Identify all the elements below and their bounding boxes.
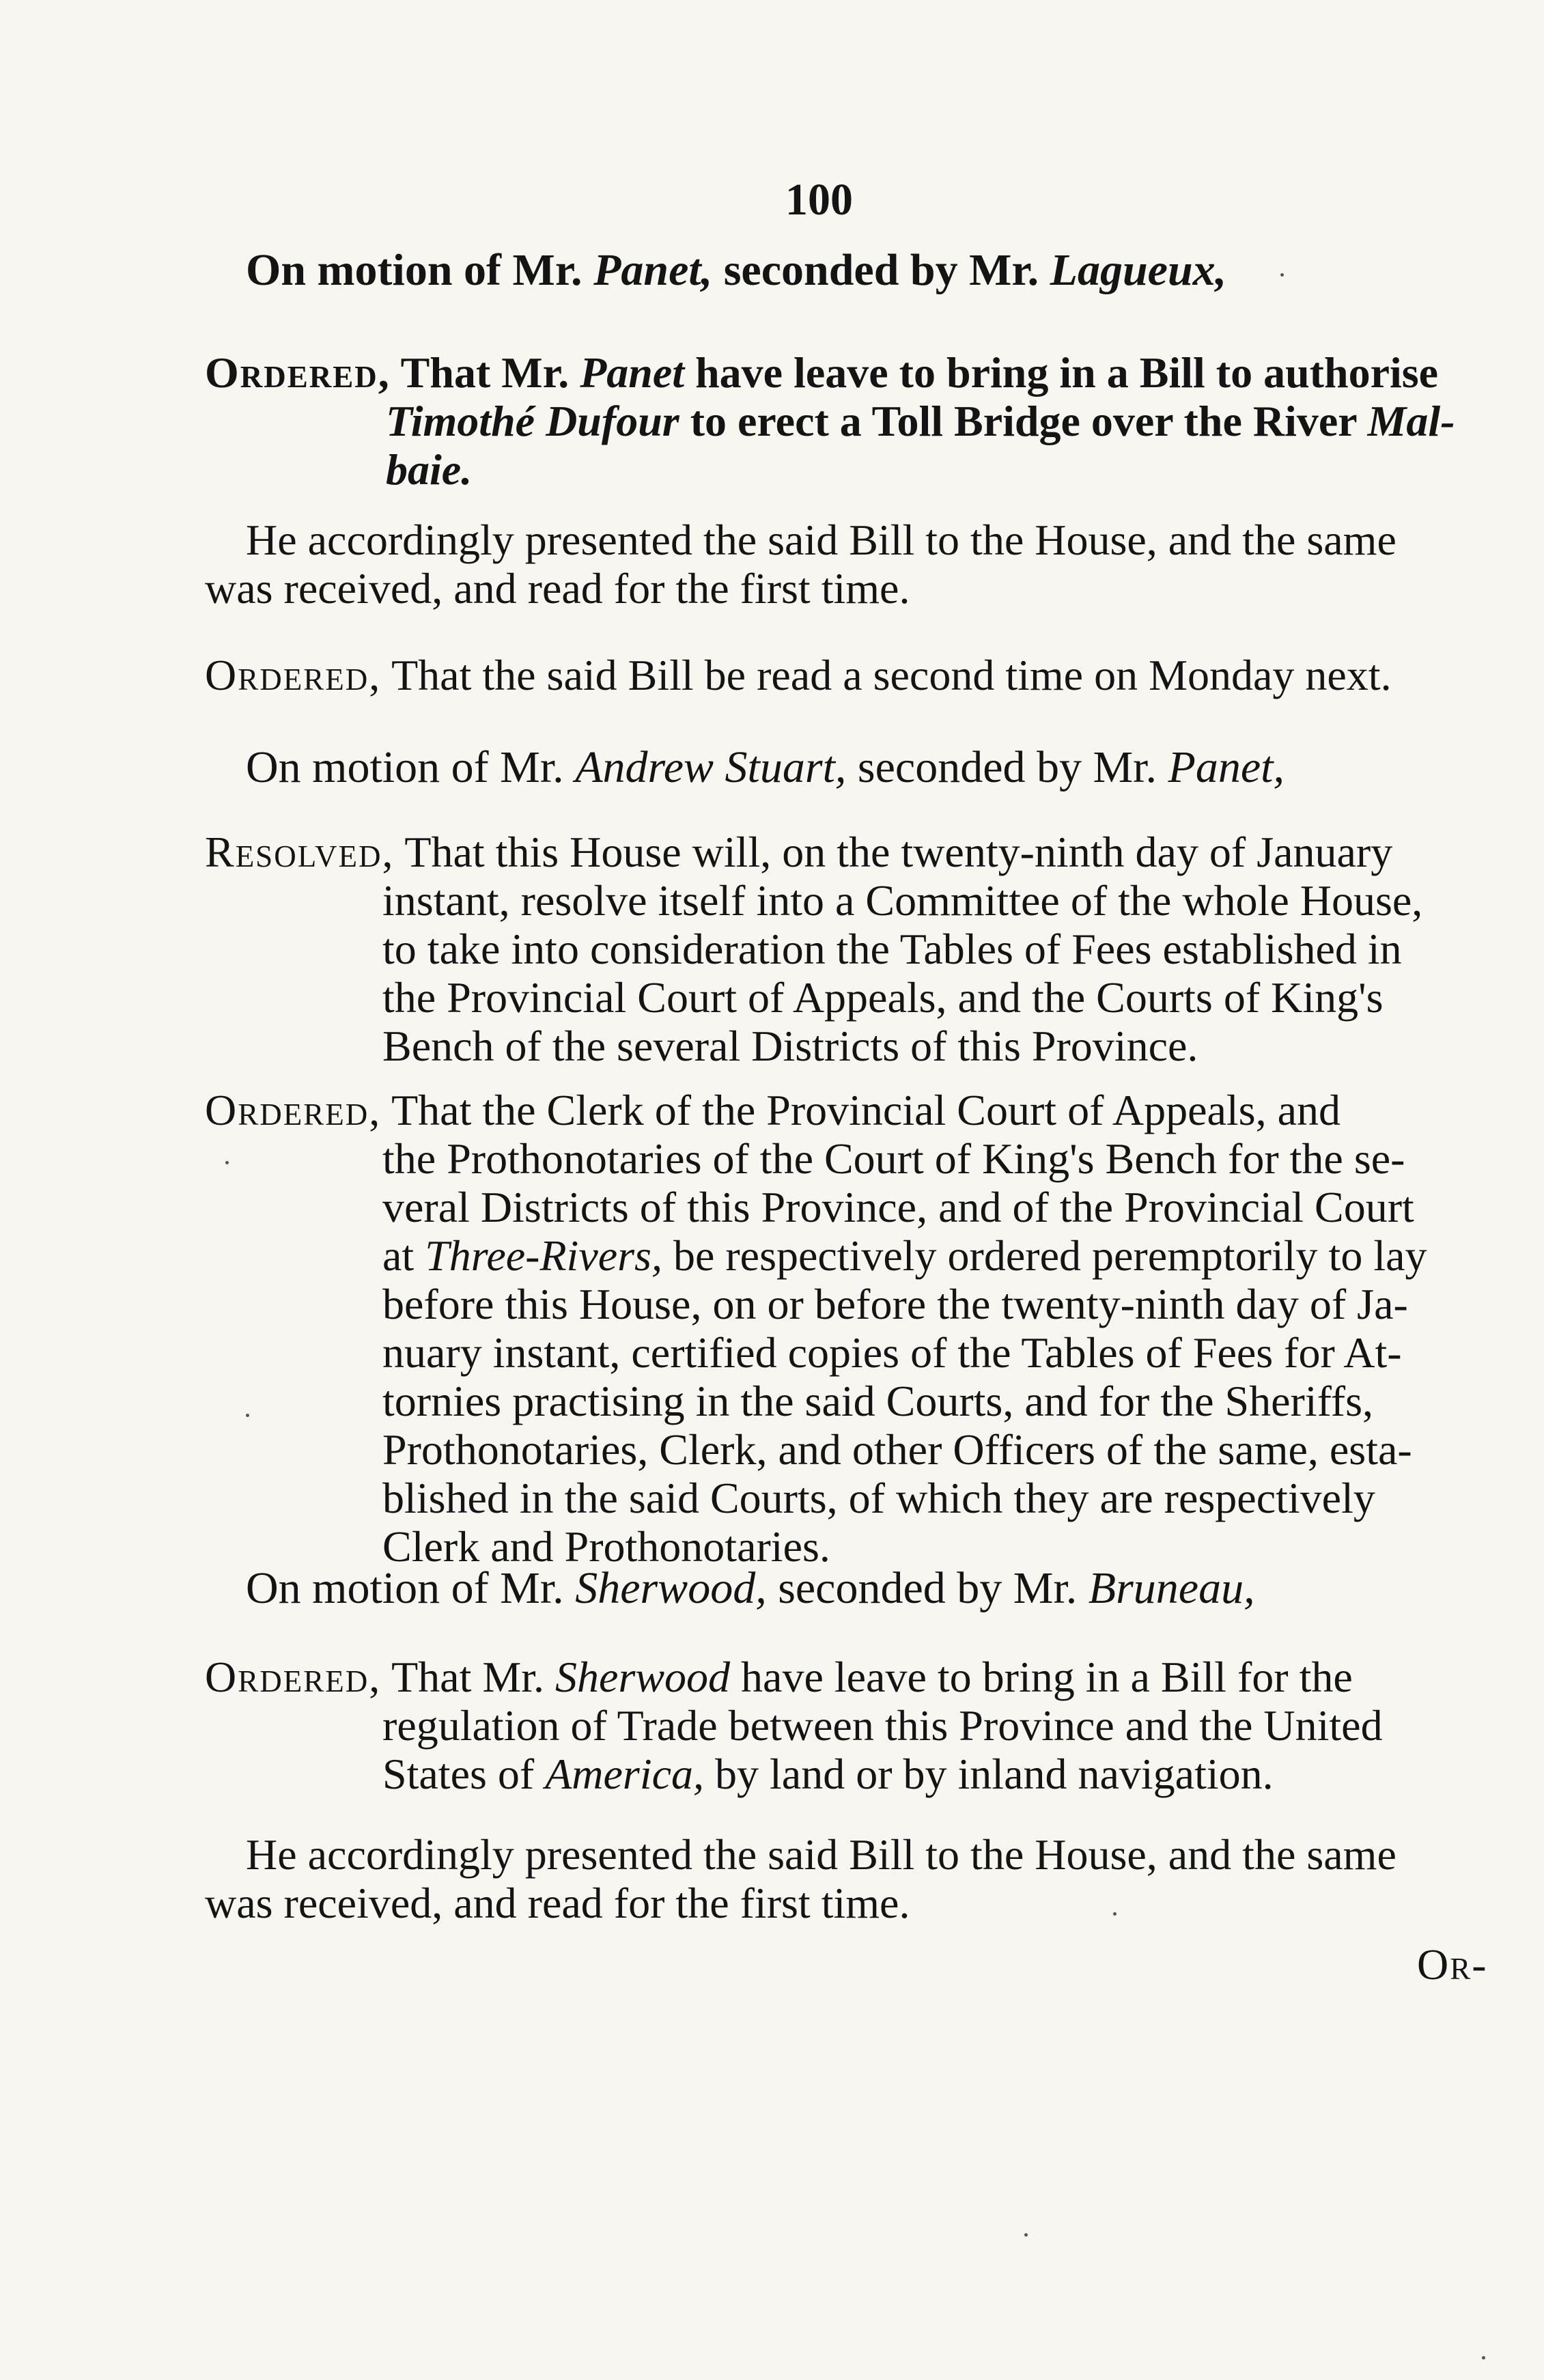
motion-sherwood-bruneau [246, 1564, 1255, 1612]
place-name: baie. [386, 445, 473, 494]
resolved-label: Resolved, [205, 828, 395, 876]
motion-text: seconded by Mr. [723, 245, 1039, 295]
paragraph-line: He accordingly presented the said Bill to the House, and the same [246, 516, 1396, 564]
order-text: That Mr. [391, 1653, 545, 1701]
catchword: Or- [1417, 1940, 1488, 1989]
scan-speck [225, 1161, 229, 1164]
motion-text: seconded by Mr. [857, 742, 1157, 792]
mover-name: Panet, [593, 245, 713, 295]
paragraph-line: was received, and read for the first time. [205, 1879, 910, 1927]
resolution-line: to take into consideration the Tables of Fees established in [382, 925, 1402, 973]
place-name: Three-Rivers, [425, 1231, 662, 1280]
paragraph-line: He accordingly presented the said Bill to the House, and the same [246, 1830, 1396, 1879]
order-text: to erect a Toll Bridge over the River [690, 397, 1357, 445]
order-text: That Mr. [400, 348, 570, 397]
order-text: That the Clerk of the Provincial Court of Appeals, and [391, 1086, 1341, 1134]
order-line: tornies practising in the said Courts, and for the Sheriffs, [382, 1377, 1373, 1425]
order-second-reading [205, 651, 1496, 699]
bill-presented-paragraph [205, 516, 1496, 613]
resolution-line: the Provincial Court of Appeals, and the Courts of King's [382, 973, 1384, 1022]
motion-panet-lagueux [246, 246, 1226, 294]
person-name: Timothé Dufour [386, 397, 679, 445]
order-label: Ordered, [205, 348, 391, 397]
paragraph-line: was received, and read for the first time. [205, 564, 910, 613]
scan-speck [1280, 273, 1284, 277]
motion-stuart-panet [246, 743, 1285, 792]
place-name: America, [545, 1750, 704, 1798]
resolution-fees-committee [205, 828, 1496, 1070]
motion-text: On motion of Mr. [246, 1563, 564, 1613]
order-line: veral Districts of this Province, and of the Provincial Court [382, 1183, 1414, 1231]
order-text: have leave to bring in a Bill for the [741, 1653, 1353, 1701]
order-label: Ordered, [205, 651, 382, 699]
motion-text: On motion of Mr. [246, 742, 564, 792]
scan-speck [1113, 1912, 1117, 1916]
order-text: That the said Bill be read a second time on Monday next. [391, 651, 1392, 699]
order-label: Ordered, [205, 1653, 382, 1701]
order-text: at [382, 1231, 415, 1280]
order-line: Clerk and Prothonotaries. [382, 1522, 830, 1571]
place-name: Mal- [1367, 397, 1455, 445]
order-line: nuary instant, certified copies of the Tables of Fees for At- [382, 1328, 1402, 1377]
motion-text: On motion of Mr. [246, 245, 582, 295]
order-text: have leave to bring in a Bill to authorise [695, 348, 1439, 397]
resolution-line: instant, resolve itself into a Committee of the whole House, [382, 876, 1423, 925]
order-line: regulation of Trade between this Province and the United [382, 1701, 1383, 1750]
resolution-text: That this House will, on the twenty-ninth day of January [404, 828, 1393, 876]
order-text: by land or by inland navigation. [715, 1750, 1274, 1798]
order-trade-bill [205, 1653, 1496, 1798]
scan-speck [1482, 2356, 1485, 2360]
order-line: before this House, on or before the twenty-ninth day of Ja- [382, 1280, 1408, 1328]
motion-text: seconded by Mr. [778, 1563, 1078, 1613]
order-line: the Prothonotaries of the Court of King's Bench for the se- [382, 1134, 1405, 1183]
member-name: Panet [580, 348, 685, 397]
seconder-name: Lagueux, [1050, 245, 1227, 295]
scan-speck [246, 1414, 249, 1417]
page-number: 100 [785, 175, 853, 225]
resolution-line: Bench of the several Districts of this Province. [382, 1022, 1198, 1070]
order-text: be respectively ordered peremptorily to lay [673, 1231, 1427, 1280]
order-toll-bridge [205, 348, 1496, 494]
seconder-name: Panet, [1168, 742, 1285, 792]
order-line: blished in the said Courts, of which they are respectively [382, 1474, 1375, 1522]
bill-presented-paragraph [205, 1830, 1496, 1927]
order-text: States of [382, 1750, 535, 1798]
order-tables-of-fees [205, 1086, 1496, 1571]
order-line: Prothonotaries, Clerk, and other Officers of the same, esta- [382, 1425, 1412, 1474]
seconder-name: Bruneau, [1088, 1563, 1255, 1613]
mover-name: Sherwood, [575, 1563, 767, 1613]
mover-name: Andrew Stuart, [575, 742, 847, 792]
member-name: Sherwood [555, 1653, 731, 1701]
scan-speck [1024, 2233, 1028, 2237]
order-label: Ordered, [205, 1086, 382, 1134]
